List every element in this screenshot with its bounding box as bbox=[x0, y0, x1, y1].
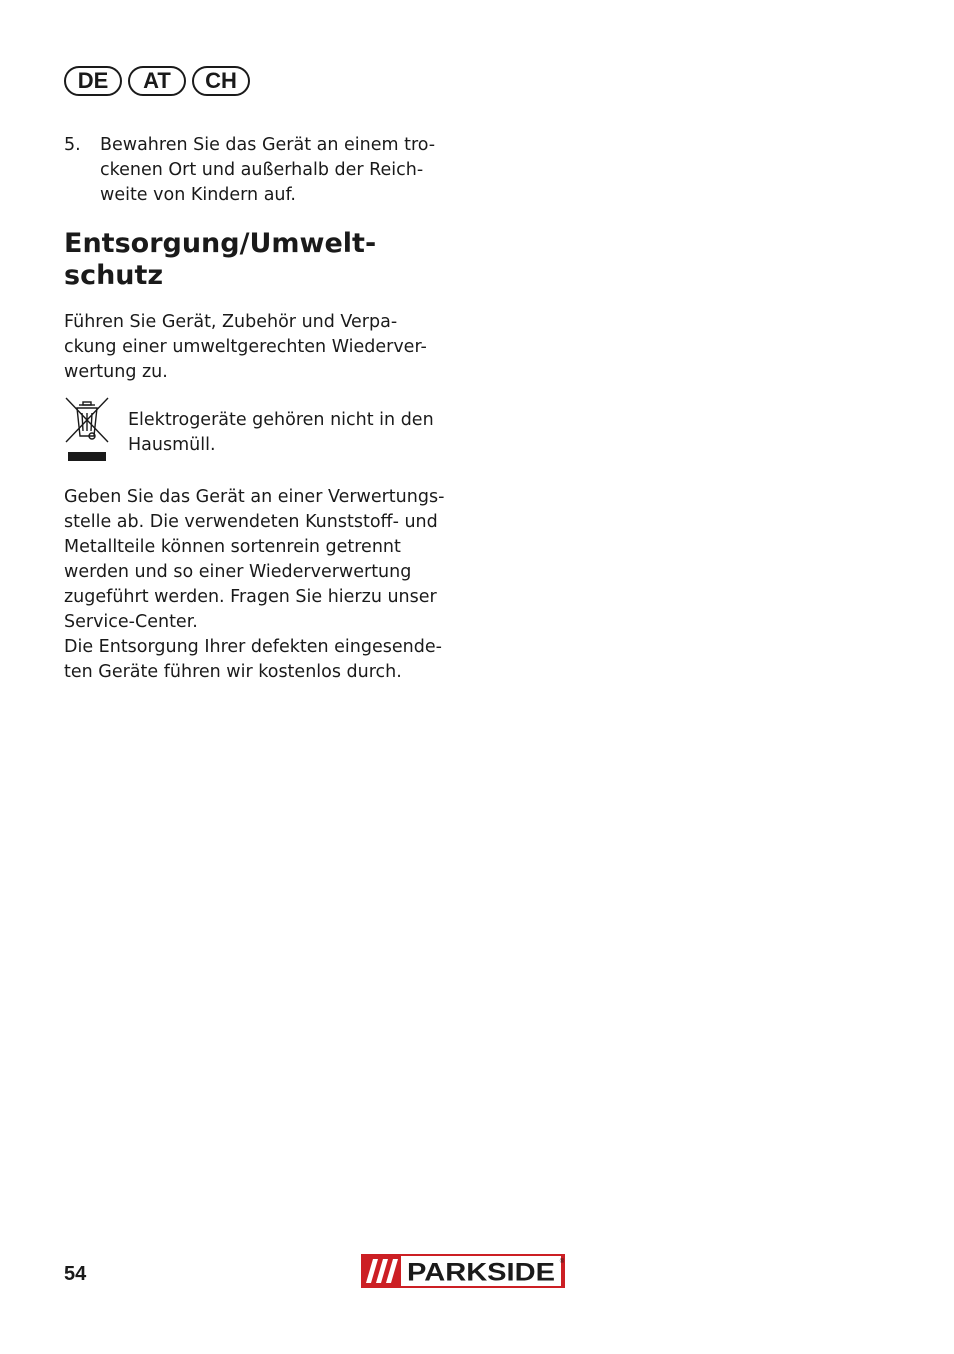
section-heading bbox=[64, 228, 376, 292]
intro-paragraph bbox=[64, 310, 454, 385]
list-item-text bbox=[100, 133, 450, 208]
list-item-line: ckenen Ort und außerhalb der Reich- bbox=[100, 160, 424, 180]
crossed-out-wheelie-bin-icon bbox=[64, 396, 110, 464]
weee-line: Elektrogeräte gehören nicht in den bbox=[128, 410, 434, 430]
list-item-line: weite von Kindern auf. bbox=[100, 185, 296, 205]
storage-list-item bbox=[64, 133, 454, 208]
intro-line: wertung zu. bbox=[64, 362, 168, 382]
disposal-paragraph bbox=[64, 485, 454, 685]
disposal-line: zugeführt werden. Fragen Sie hierzu unser bbox=[64, 587, 437, 607]
brand-name: PARKSIDE bbox=[407, 1258, 555, 1287]
weee-text bbox=[128, 408, 434, 464]
section-heading-line: schutz bbox=[64, 260, 164, 291]
list-item-number: 5. bbox=[64, 135, 81, 155]
country-badge-ch: CH bbox=[192, 66, 250, 96]
page-number: 54 bbox=[64, 1263, 87, 1285]
weee-line: Hausmüll. bbox=[128, 435, 216, 455]
country-badge-de: DE bbox=[64, 66, 122, 96]
intro-line: Führen Sie Gerät, Zubehör und Verpa- bbox=[64, 312, 398, 332]
intro-line: ckung einer umweltgerechten Wiederver- bbox=[64, 337, 427, 357]
country-badges bbox=[64, 66, 250, 96]
registered-mark: ® bbox=[559, 1259, 565, 1265]
section-heading-line: Entsorgung/Umwelt- bbox=[64, 228, 377, 259]
disposal-line: Metallteile können sortenrein getrennt bbox=[64, 537, 401, 557]
parkside-logo bbox=[361, 1254, 565, 1288]
country-badge-at: AT bbox=[128, 66, 186, 96]
list-item-line: Bewahren Sie das Gerät an einem tro- bbox=[100, 135, 436, 155]
disposal-line: Geben Sie das Gerät an einer Verwertungs- bbox=[64, 487, 445, 507]
disposal-line: stelle ab. Die verwendeten Kunststoff- und bbox=[64, 512, 438, 532]
disposal-line: Service-Center. bbox=[64, 612, 198, 632]
disposal-line: werden und so einer Wiederverwertung bbox=[64, 562, 412, 582]
disposal-line: ten Geräte führen wir kostenlos durch. bbox=[64, 662, 402, 682]
disposal-line: Die Entsorgung Ihrer defekten eingesende- bbox=[64, 637, 442, 657]
weee-notice bbox=[64, 396, 454, 464]
